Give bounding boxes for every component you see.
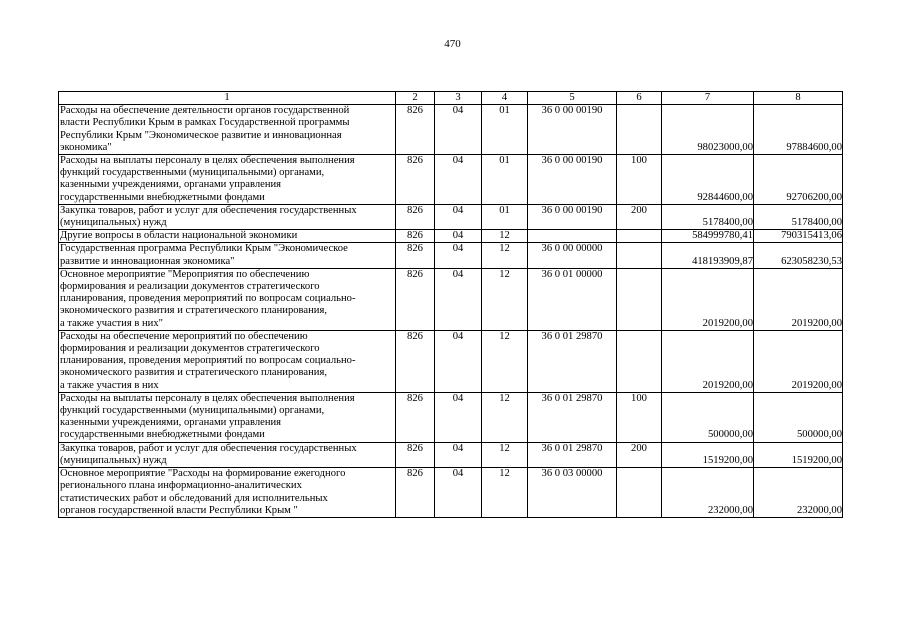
expense-type-cell <box>617 468 662 518</box>
section-code-cell: 04 <box>435 243 482 268</box>
table-row <box>59 105 843 155</box>
column-header-6: 6 <box>617 92 662 105</box>
expense-name-cell: Другие вопросы в области национальной экономики <box>59 230 396 243</box>
subsection-code-cell: 01 <box>482 155 528 205</box>
expense-name-cell: Закупка товаров, работ и услуг для обеспечения государственных (муниципальных) нужд <box>59 442 396 467</box>
section-code-cell: 04 <box>435 105 482 155</box>
amount-year2-cell: 1519200,00 <box>754 442 843 467</box>
target-article-cell: 36 0 01 00000 <box>528 268 617 330</box>
section-code-cell: 04 <box>435 442 482 467</box>
amount-year2-cell: 2019200,00 <box>754 330 843 392</box>
expense-type-cell <box>617 230 662 243</box>
expense-name-cell: Расходы на выплаты персоналу в целях обеспечения выполнения функций государственными (муниципальными) органами, казенными учреждениями, органами управления государственными внебюджетными фондами <box>59 155 396 205</box>
subsection-code-cell: 12 <box>482 442 528 467</box>
subsection-code-cell: 12 <box>482 268 528 330</box>
ministry-code-cell: 826 <box>396 105 435 155</box>
amount-year1-cell: 98023000,00 <box>662 105 754 155</box>
section-code-cell: 04 <box>435 155 482 205</box>
expense-type-cell: 200 <box>617 442 662 467</box>
expense-type-cell: 200 <box>617 204 662 229</box>
target-article-cell: 36 0 03 00000 <box>528 468 617 518</box>
page-number: 470 <box>444 38 461 50</box>
section-code-cell: 04 <box>435 330 482 392</box>
subsection-code-cell: 12 <box>482 230 528 243</box>
table-row <box>59 230 843 243</box>
target-article-cell: 36 0 01 29870 <box>528 442 617 467</box>
table-row <box>59 468 843 518</box>
table-row <box>59 392 843 442</box>
amount-year1-cell: 418193909,87 <box>662 243 754 268</box>
expense-name-cell: Государственная программа Республики Крым "Экономическое развитие и инновационная экономика" <box>59 243 396 268</box>
target-article-cell <box>528 230 617 243</box>
ministry-code-cell: 826 <box>396 442 435 467</box>
column-header-5: 5 <box>528 92 617 105</box>
ministry-code-cell: 826 <box>396 268 435 330</box>
target-article-cell: 36 0 00 00190 <box>528 204 617 229</box>
amount-year1-cell: 584999780,41 <box>662 230 754 243</box>
expense-type-cell <box>617 330 662 392</box>
expense-type-cell: 100 <box>617 155 662 205</box>
expense-name-cell: Закупка товаров, работ и услуг для обеспечения государственных (муниципальных) нужд <box>59 204 396 229</box>
amount-year2-cell: 500000,00 <box>754 392 843 442</box>
section-code-cell: 04 <box>435 230 482 243</box>
column-header-8: 8 <box>754 92 843 105</box>
expense-type-cell <box>617 268 662 330</box>
expense-name-cell: Расходы на обеспечение деятельности органов государственной власти Республики Крым в рамках Государственной программы Республики Крым "Экономическое развитие и инновационная экономика" <box>59 105 396 155</box>
column-header-1: 1 <box>59 92 396 105</box>
section-code-cell: 04 <box>435 392 482 442</box>
amount-year1-cell: 2019200,00 <box>662 268 754 330</box>
table-row <box>59 268 843 330</box>
expense-type-cell <box>617 105 662 155</box>
expense-name-cell: Расходы на обеспечение мероприятий по обеспечению формирования и реализации документов стратегического планирования, проведения мероприятий по вопросам социально- экономического развития и стратегического планирования, а также участия в них <box>59 330 396 392</box>
ministry-code-cell: 826 <box>396 230 435 243</box>
amount-year2-cell: 92706200,00 <box>754 155 843 205</box>
expense-name-cell: Расходы на выплаты персоналу в целях обеспечения выполнения функций государственными (муниципальными) органами, казенными учреждениями, органами управления государственными внебюджетными фондами <box>59 392 396 442</box>
subsection-code-cell: 12 <box>482 468 528 518</box>
subsection-code-cell: 01 <box>482 204 528 229</box>
amount-year1-cell: 92844600,00 <box>662 155 754 205</box>
amount-year1-cell: 5178400,00 <box>662 204 754 229</box>
amount-year1-cell: 232000,00 <box>662 468 754 518</box>
expense-type-cell: 100 <box>617 392 662 442</box>
ministry-code-cell: 826 <box>396 155 435 205</box>
target-article-cell: 36 0 01 29870 <box>528 330 617 392</box>
expense-name-cell: Основное мероприятие "Мероприятия по обеспечению формирования и реализации документов стратегического планирования, проведения мероприятий по вопросам социально- экономического развития и стратегического планирования, а также участия в них" <box>59 268 396 330</box>
column-header-4: 4 <box>482 92 528 105</box>
target-article-cell: 36 0 00 00190 <box>528 155 617 205</box>
table-row <box>59 155 843 205</box>
ministry-code-cell: 826 <box>396 392 435 442</box>
amount-year2-cell: 623058230,53 <box>754 243 843 268</box>
ministry-code-cell: 826 <box>396 243 435 268</box>
subsection-code-cell: 12 <box>482 243 528 268</box>
subsection-code-cell: 12 <box>482 330 528 392</box>
target-article-cell: 36 0 00 00190 <box>528 105 617 155</box>
table-row <box>59 243 843 268</box>
amount-year2-cell: 5178400,00 <box>754 204 843 229</box>
table-row <box>59 330 843 392</box>
column-header-2: 2 <box>396 92 435 105</box>
amount-year2-cell: 232000,00 <box>754 468 843 518</box>
amount-year2-cell: 790315413,06 <box>754 230 843 243</box>
header-row <box>59 92 843 105</box>
subsection-code-cell: 01 <box>482 105 528 155</box>
table-row <box>59 204 843 229</box>
amount-year1-cell: 500000,00 <box>662 392 754 442</box>
target-article-cell: 36 0 00 00000 <box>528 243 617 268</box>
expense-name-cell: Основное мероприятие "Расходы на формирование ежегодного регионального плана информационно-аналитических статистических работ и обследований для исполнительных органов государственной власти Республики Крым " <box>59 468 396 518</box>
ministry-code-cell: 826 <box>396 330 435 392</box>
section-code-cell: 04 <box>435 204 482 229</box>
section-code-cell: 04 <box>435 468 482 518</box>
ministry-code-cell: 826 <box>396 204 435 229</box>
table-row <box>59 442 843 467</box>
section-code-cell: 04 <box>435 268 482 330</box>
column-header-7: 7 <box>662 92 754 105</box>
subsection-code-cell: 12 <box>482 392 528 442</box>
column-header-3: 3 <box>435 92 482 105</box>
target-article-cell: 36 0 01 29870 <box>528 392 617 442</box>
expense-type-cell <box>617 243 662 268</box>
amount-year1-cell: 2019200,00 <box>662 330 754 392</box>
amount-year2-cell: 2019200,00 <box>754 268 843 330</box>
budget-table <box>58 91 843 518</box>
amount-year1-cell: 1519200,00 <box>662 442 754 467</box>
ministry-code-cell: 826 <box>396 468 435 518</box>
amount-year2-cell: 97884600,00 <box>754 105 843 155</box>
